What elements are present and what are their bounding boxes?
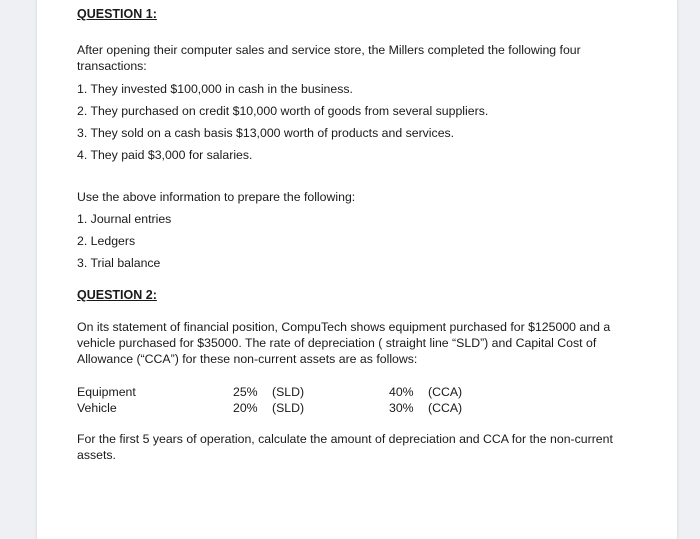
transaction-1: 1. They invested $100,000 in cash in the business. bbox=[77, 82, 353, 96]
asset-name: Equipment bbox=[77, 385, 136, 399]
question-1-intro: After opening their computer sales and service store, the Millers completed the following four transactions: bbox=[77, 43, 581, 73]
question-1-heading: QUESTION 1: bbox=[77, 7, 157, 21]
task-1: 1. Journal entries bbox=[77, 212, 172, 226]
question-2-instruction: For the first 5 years of operation, calculate the amount of depreciation and CCA for the non-current assets. bbox=[77, 432, 613, 462]
question-2-intro: On its statement of financial position, CompuTech shows equipment purchased for $125000 and a vehicle purchased for $35000. The rate of depreciation ( straight line “SLD”) and Capital Cost of Allowance (“CCA”) for these non-current assets are as follows: bbox=[77, 320, 611, 366]
cca-label: (CCA) bbox=[428, 401, 463, 415]
question-2-heading: QUESTION 2: bbox=[77, 288, 157, 302]
document-page bbox=[36, 0, 678, 539]
sld-rate: 25% bbox=[233, 385, 258, 399]
asset-name: Vehicle bbox=[77, 401, 117, 415]
transaction-3: 3. They sold on a cash basis $13,000 worth of products and services. bbox=[77, 126, 455, 140]
sld-label: (SLD) bbox=[272, 401, 305, 415]
cca-label: (CCA) bbox=[428, 385, 463, 399]
task-3: 3. Trial balance bbox=[77, 256, 161, 270]
sld-rate: 20% bbox=[233, 401, 258, 415]
sld-label: (SLD) bbox=[272, 385, 305, 399]
cca-rate: 30% bbox=[389, 401, 414, 415]
task-intro: Use the above information to prepare the following: bbox=[77, 190, 356, 204]
transaction-2: 2. They purchased on credit $10,000 worth of goods from several suppliers. bbox=[77, 104, 489, 118]
task-2: 2. Ledgers bbox=[77, 234, 136, 248]
cca-rate: 40% bbox=[389, 385, 414, 399]
transaction-4: 4. They paid $3,000 for salaries. bbox=[77, 148, 253, 162]
